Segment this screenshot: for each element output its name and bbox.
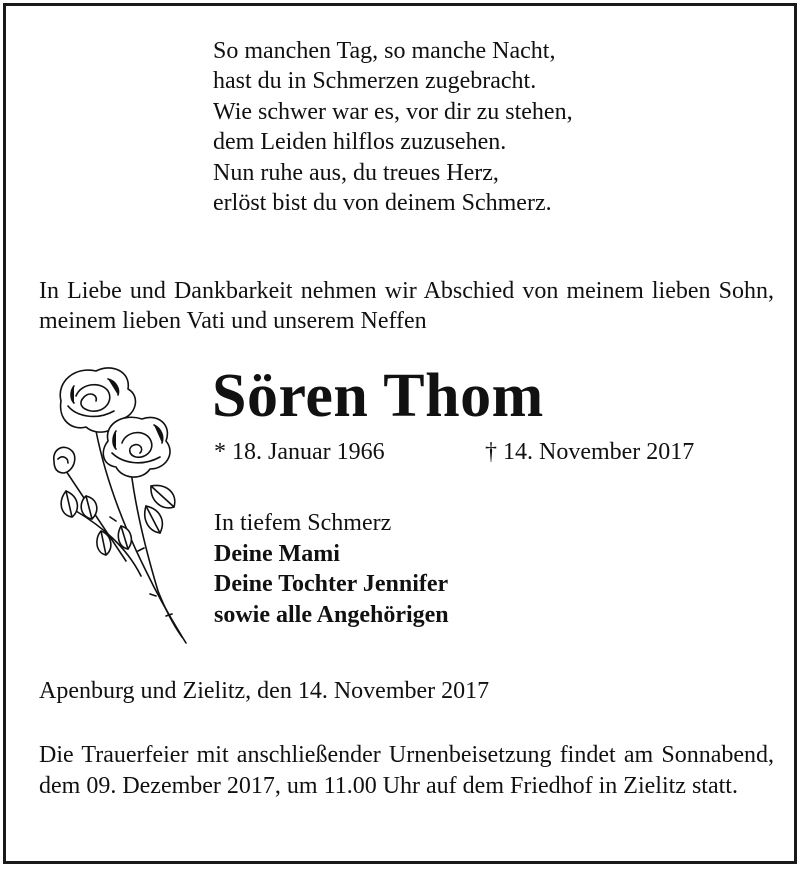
poem-line: So manchen Tag, so manche Nacht, (213, 38, 556, 64)
mourner-line: sowie alle Angehörigen (214, 601, 449, 628)
birth-date: * 18. Januar 1966 (214, 439, 385, 465)
poem (213, 36, 573, 218)
poem-line: hast du in Schmerzen zugebracht. (213, 68, 537, 95)
roses-illustration-icon (46, 361, 196, 646)
death-date: † 14. November 2017 (485, 439, 695, 465)
poem-line: dem Leiden hilflos zuzusehen. (213, 129, 507, 156)
deceased-name: Sören Thom (212, 362, 544, 430)
signoff-lead: In tiefem Schmerz (214, 510, 392, 536)
poem-line: Wie schwer war es, vor dir zu stehen, (213, 98, 573, 125)
signoff (214, 508, 449, 630)
mourner-line: Deine Tochter Jennifer (214, 571, 449, 597)
poem-line: erlöst bist du von deinem Schmerz. (213, 190, 552, 217)
poem-line: Nun ruhe aus, du treues Herz, (213, 159, 499, 186)
place-date: Apenburg und Zielitz, den 14. November 2017 (39, 678, 490, 704)
service-info: Die Trauerfeier mit anschließender Urnenbeisetzung findet am Sonnabend, dem 09. Dezember 2017, um 11.00 Uhr auf dem Friedhof in Zielitz statt. (39, 742, 774, 799)
intro-text: In Liebe und Dankbarkeit nehmen wir Abschied von meinem lieben Sohn, meinem lieben Vati und unserem Neffen (39, 278, 774, 334)
obituary-frame (3, 3, 797, 864)
mourner-line: Deine Mami (214, 540, 340, 567)
